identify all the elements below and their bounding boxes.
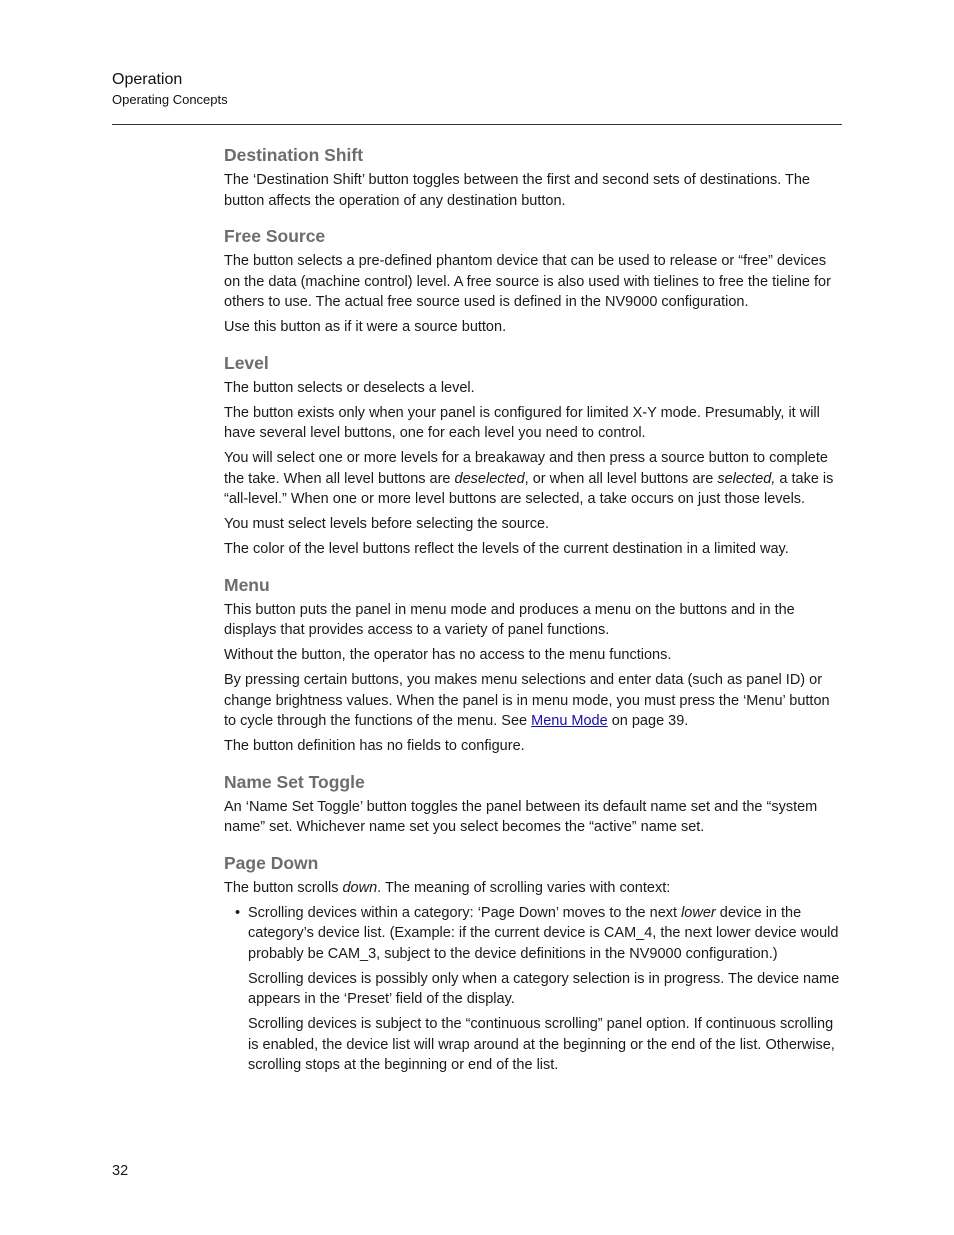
heading-destination-shift: Destination Shift bbox=[224, 145, 364, 165]
paragraph: Without the button, the operator has no access to the menu functions. bbox=[224, 647, 672, 663]
text-run: Scrolling devices within a category: ‘Page Down’ moves to the next bbox=[248, 904, 682, 921]
text-run: . The meaning of scrolling varies with context: bbox=[377, 879, 671, 896]
header-divider bbox=[112, 124, 842, 125]
section-page-down bbox=[224, 852, 840, 1076]
page-number: 32 bbox=[112, 1163, 129, 1179]
emphasis: lower bbox=[681, 904, 716, 921]
bullet-item bbox=[224, 903, 840, 1076]
running-header bbox=[112, 70, 842, 109]
section-level bbox=[224, 352, 840, 560]
text-run: By pressing certain buttons, you makes menu selections and enter data (such as panel ID) or change brightness values. When the panel is in menu mode, you must press the ‘Menu’ button to cycle through the functions of the menu. See bbox=[224, 672, 830, 729]
text-run: on page 39. bbox=[607, 713, 689, 729]
paragraph: An ‘Name Set Toggle’ button toggles the panel between its default name set and the “system name” set. Whichever name set you select becomes the “active” name set. bbox=[224, 798, 818, 835]
text-run: , or when all level buttons are bbox=[524, 470, 718, 487]
paragraph: This button puts the panel in menu mode and produces a menu on the buttons and in the displays that provides access to a variety of panel functions. bbox=[224, 601, 795, 638]
heading-level: Level bbox=[224, 352, 269, 373]
section-menu bbox=[224, 574, 840, 757]
section-free-source bbox=[224, 225, 840, 338]
heading-menu: Menu bbox=[224, 574, 270, 595]
paragraph: Scrolling devices is possibly only when a category selection is in progress. The device name appears in the ‘Preset’ field of the display. bbox=[248, 970, 840, 1007]
text-run: device in the category’s device list. (Example: if the current device is CAM_4, the next lower device would probably be CAM_3, subject to the device definitions in the NV9000 configuration.) bbox=[248, 904, 839, 962]
chapter-title: Operation bbox=[112, 71, 183, 88]
paragraph bbox=[248, 903, 840, 965]
main-content bbox=[224, 144, 840, 1090]
heading-free-source: Free Source bbox=[224, 226, 326, 246]
paragraph: The button selects or deselects a level. bbox=[224, 379, 475, 396]
emphasis: deselected bbox=[454, 470, 525, 487]
bullet-icon: • bbox=[235, 904, 241, 921]
section-name-set-toggle bbox=[224, 771, 840, 838]
section-destination-shift bbox=[224, 144, 840, 211]
paragraph: Use this button as if it were a source button. bbox=[224, 319, 507, 335]
paragraph: The button definition has no fields to configure. bbox=[224, 738, 525, 754]
text-run: The button scrolls bbox=[224, 879, 343, 896]
paragraph: You must select levels before selecting the source. bbox=[224, 516, 550, 532]
emphasis: down bbox=[342, 879, 378, 896]
paragraph: The ‘Destination Shift’ button toggles between the first and second sets of destinations. The button affects the operation of any destination button. bbox=[224, 172, 810, 209]
emphasis: selected, bbox=[717, 470, 776, 487]
text-run: a take is “all-level.” When one or more level buttons are selected, a take occurs on just those levels. bbox=[224, 470, 834, 507]
heading-name-set-toggle: Name Set Toggle bbox=[224, 771, 365, 792]
heading-page-down: Page Down bbox=[224, 852, 319, 873]
menu-mode-link[interactable]: Menu Mode bbox=[531, 713, 608, 729]
paragraph: The button selects a pre-defined phantom device that can be used to release or “free” devices on the data (machine control) level. A free source is also used with tielines to free the tieline for others to use. The actual free source used is defined in the NV9000 configuration. bbox=[224, 253, 831, 310]
paragraph bbox=[224, 670, 840, 732]
paragraph: The button exists only when your panel is configured for limited X-Y mode. Presumably, it will have several level buttons, one for each level you need to control. bbox=[224, 404, 820, 441]
paragraph: The color of the level buttons reflect the levels of the current destination in a limited way. bbox=[224, 541, 789, 557]
paragraph bbox=[224, 448, 840, 510]
text-run: You will select one or more levels for a breakaway and then press a source button to complete the take. When all level buttons are bbox=[224, 450, 828, 487]
paragraph bbox=[224, 878, 840, 899]
section-title: Operating Concepts bbox=[112, 92, 228, 107]
paragraph: Scrolling devices is subject to the “continuous scrolling” panel option. If continuous scrolling is enabled, the device list will wrap around at the beginning or the end of the list. Otherwise, scrolling stops at the beginning or end of the list. bbox=[248, 1016, 835, 1073]
